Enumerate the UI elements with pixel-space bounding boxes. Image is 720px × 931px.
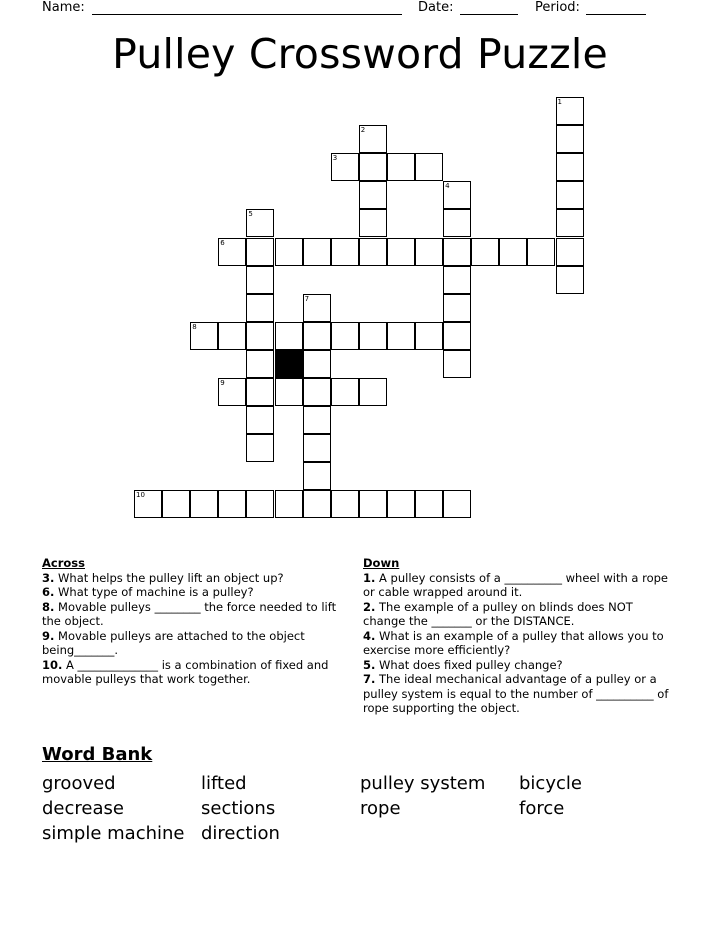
word-bank-item: rope xyxy=(360,798,401,819)
grid-cell[interactable] xyxy=(275,322,303,350)
grid-cell[interactable] xyxy=(527,238,555,266)
word-bank-title: Word Bank xyxy=(42,744,153,765)
grid-cell[interactable] xyxy=(331,238,359,266)
period-label: Period: xyxy=(535,0,580,15)
grid-cell[interactable] xyxy=(275,490,303,518)
word-bank-item: pulley system xyxy=(360,773,486,794)
clue-number: 9 xyxy=(220,379,225,387)
grid-cell[interactable] xyxy=(415,490,443,518)
clue-down-7: 7. The ideal mechanical advantage of a pulley or a pulley system is equal to the number of __________ of rope supporting the object. xyxy=(363,672,669,715)
clue-across-6: 6. What type of machine is a pulley? xyxy=(42,585,254,599)
word-bank-item: direction xyxy=(201,823,280,844)
grid-cell[interactable] xyxy=(331,322,359,350)
grid-cell[interactable] xyxy=(443,181,471,209)
grid-cell[interactable] xyxy=(246,490,274,518)
grid-cell[interactable] xyxy=(359,125,387,153)
grid-cell[interactable] xyxy=(556,97,584,125)
clue-across-9: 9. Movable pulleys are attached to the object being_______. xyxy=(42,628,305,657)
grid-cell[interactable] xyxy=(303,294,331,322)
clue-number: 8 xyxy=(192,322,197,331)
black-square xyxy=(275,350,303,378)
grid-cell[interactable] xyxy=(359,322,387,350)
clue-across-8: 8. Movable pulleys ________ the force needed to lift the object. xyxy=(42,599,337,628)
clue-down-2: 2. The example of a pulley on blinds does NOT change the _______ or the DISTANCE. xyxy=(363,599,633,628)
grid-cell[interactable] xyxy=(556,209,584,237)
grid-cell[interactable] xyxy=(387,490,415,518)
grid-cell[interactable] xyxy=(246,294,274,322)
grid-cell[interactable] xyxy=(443,490,471,518)
grid-cell[interactable] xyxy=(359,209,387,237)
clue-down-5: 5. What does fixed pulley change? xyxy=(363,657,563,672)
grid-cell[interactable] xyxy=(246,266,274,294)
grid-cell[interactable] xyxy=(499,238,527,266)
name-label: Name: xyxy=(42,0,85,15)
grid-cell[interactable] xyxy=(303,238,331,266)
grid-cell[interactable] xyxy=(303,406,331,434)
across-heading: Across xyxy=(42,556,85,570)
word-bank-list xyxy=(42,773,682,853)
word-bank-item: decrease xyxy=(42,798,124,819)
grid-cell[interactable] xyxy=(331,378,359,406)
grid-cell[interactable] xyxy=(556,238,584,266)
grid-cell[interactable] xyxy=(443,294,471,322)
grid-cell[interactable] xyxy=(246,434,274,462)
across-clues xyxy=(42,556,347,687)
grid-cell[interactable] xyxy=(387,238,415,266)
word-bank-item: sections xyxy=(201,798,276,819)
grid-cell[interactable] xyxy=(387,153,415,181)
page-title: Pulley Crossword Puzzle xyxy=(112,30,608,78)
grid-cell[interactable] xyxy=(218,490,246,518)
clue-number: 4 xyxy=(445,182,450,191)
word-bank-item: lifted xyxy=(201,773,247,794)
clue-down-1: 1. A pulley consists of a __________ wheel with a rope or cable wrapped around it. xyxy=(363,570,668,599)
grid-cell[interactable] xyxy=(556,266,584,294)
grid-cell[interactable] xyxy=(303,462,331,490)
clue-number: 2 xyxy=(360,126,366,135)
grid-cell[interactable] xyxy=(218,322,246,350)
grid-cell[interactable] xyxy=(218,378,246,406)
grid-cell[interactable] xyxy=(443,350,471,378)
grid-cell[interactable] xyxy=(162,490,190,518)
down-clues xyxy=(363,556,673,716)
grid-cell[interactable] xyxy=(331,153,359,181)
clue-number: 5 xyxy=(248,210,253,219)
word-bank-item: grooved xyxy=(42,773,116,794)
clue-number: 10 xyxy=(136,491,145,500)
grid-cell[interactable] xyxy=(443,266,471,294)
grid-cell[interactable] xyxy=(134,490,162,518)
grid-cell[interactable] xyxy=(443,238,471,266)
grid-cell[interactable] xyxy=(471,238,499,266)
clue-number: 3 xyxy=(332,154,338,163)
word-bank-item: simple machine xyxy=(42,823,185,844)
grid-cell[interactable] xyxy=(275,238,303,266)
grid-cell[interactable] xyxy=(331,490,359,518)
clue-down-4: 4. What is an example of a pulley that allows you to exercise more efficiently? xyxy=(363,628,664,657)
clue-across-10: 10. A ______________ is a combination of fixed and movable pulleys that work together. xyxy=(42,657,329,686)
clue-number: 6 xyxy=(220,238,225,247)
grid-cell[interactable] xyxy=(246,406,274,434)
grid-cell[interactable] xyxy=(359,238,387,266)
grid-cell[interactable] xyxy=(246,322,274,350)
clue-number: 7 xyxy=(304,294,310,303)
grid-cell[interactable] xyxy=(556,125,584,153)
clue-across-3: 3. What helps the pulley lift an object up? xyxy=(42,570,284,585)
grid-cell[interactable] xyxy=(387,322,415,350)
grid-cell[interactable] xyxy=(443,209,471,237)
grid-cell[interactable] xyxy=(359,181,387,209)
grid-cell[interactable] xyxy=(246,350,274,378)
grid-cell[interactable] xyxy=(190,490,218,518)
grid-cell[interactable] xyxy=(303,322,331,350)
grid-cell[interactable] xyxy=(443,322,471,350)
grid-cell[interactable] xyxy=(359,378,387,406)
grid-cell[interactable] xyxy=(303,490,331,518)
grid-cell[interactable] xyxy=(303,378,331,406)
word-bank-item: bicycle xyxy=(519,773,582,794)
word-bank xyxy=(42,744,682,853)
grid-cell[interactable] xyxy=(359,490,387,518)
grid-cell[interactable] xyxy=(556,153,584,181)
down-heading: Down xyxy=(363,556,400,570)
grid-cell[interactable] xyxy=(190,322,218,350)
grid-cell[interactable] xyxy=(303,434,331,462)
clue-number: 1 xyxy=(557,98,562,106)
word-bank-item: force xyxy=(519,798,565,819)
grid-cell[interactable] xyxy=(218,238,246,266)
grid-cell[interactable] xyxy=(556,181,584,209)
date-label: Date: xyxy=(418,0,454,15)
grid-cell[interactable] xyxy=(246,238,274,266)
grid-cell[interactable] xyxy=(415,238,443,266)
grid-cell[interactable] xyxy=(246,209,274,237)
grid-cell[interactable] xyxy=(415,322,443,350)
grid-cell[interactable] xyxy=(359,153,387,181)
grid-cell[interactable] xyxy=(246,378,274,406)
grid-cell[interactable] xyxy=(275,378,303,406)
grid-cell[interactable] xyxy=(303,350,331,378)
grid-cell[interactable] xyxy=(415,153,443,181)
